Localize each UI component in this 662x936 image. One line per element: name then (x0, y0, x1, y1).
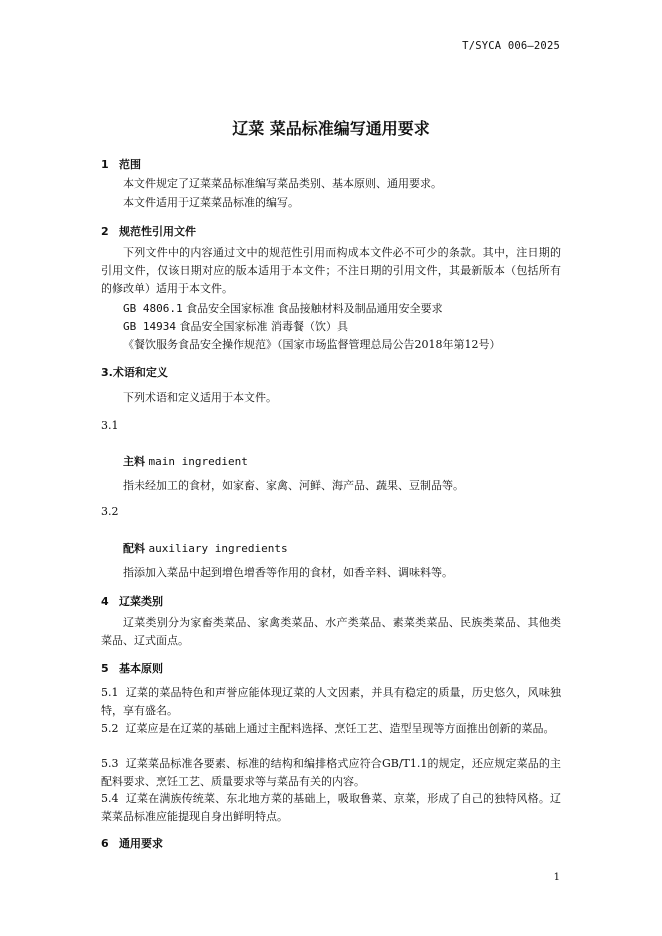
section-title: 规范性引用文件 (119, 225, 196, 238)
document-code: T/SYCA 006—2025 (462, 40, 560, 52)
sec4-paragraph: 辽菜类别分为家畜类菜品、家禽类菜品、水产类菜品、素菜类菜品、民族类菜品、其他类菜品、辽式面点。 (101, 616, 561, 647)
clause-5-1 (101, 684, 561, 720)
section-title: 基本原则 (119, 662, 163, 675)
term-english: main ingredient (148, 455, 248, 468)
clause-5-4 (101, 790, 561, 826)
sec2-intro-paragraph: 下列文件中的内容通过文中的规范性引用而构成本文件必不可少的条款。其中，注日期的引用文件，仅该日期对应的版本适用于本文件；不注日期的引用文件，其最新版本（包括所有的修改单）适用于本文件。 (101, 246, 561, 295)
section-number: 2 (101, 225, 109, 238)
clause-5-2 (101, 720, 561, 738)
section-1-heading (101, 156, 141, 172)
section-3-heading: 3.术语和定义 (101, 366, 168, 379)
term-chinese: 配料 (123, 542, 145, 555)
section-title: 辽菜类别 (119, 595, 163, 608)
term-3-2-definition: 指添加入菜品中起到增色增香等作用的食材，如香辛料、调味料等。 (123, 566, 453, 579)
normative-reference-3: 《餐饮服务食品安全操作规范》（国家市场监督管理总局公告2018年第12号） (123, 338, 501, 351)
term-3-1-definition: 指未经加工的食材，如家畜、家禽、河鲜、海产品、蔬果、豆制品等。 (123, 479, 464, 492)
normative-reference-1 (123, 300, 561, 318)
clause-text: 辽菜应是在辽菜的基础上通过主配料选择、烹饪工艺、造型呈现等方面推出创新的菜品。 (125, 722, 555, 735)
clause-number: 5.2 (101, 722, 119, 735)
term-english: auxiliary ingredients (148, 542, 288, 555)
sec3-intro-paragraph: 下列术语和定义适用于本文件。 (123, 391, 277, 404)
clause-text: 辽菜在满族传统菜、东北地方菜的基础上，吸取鲁菜、京菜，形成了自己的独特风格。辽菜菜品标准应能提现自身出鲜明特点。 (101, 792, 562, 823)
section-2-heading (101, 223, 196, 239)
page-number: 1 (553, 872, 560, 883)
section-number: 4 (101, 595, 109, 608)
clause-text: 辽菜菜品标准各要素、标准的结构和编排格式应符合GB/T1.1的规定，还应规定菜品的主配料要求、烹饪工艺、质量要求等与菜品有关的内容。 (101, 757, 562, 788)
section-number: 1 (101, 158, 109, 171)
section-number: 6 (101, 837, 109, 850)
term-3-2-number: 3.2 (101, 505, 119, 518)
reference-title: 食品安全国家标准 消毒餐（饮）具 (179, 320, 348, 333)
reference-code: GB 4806.1 (123, 302, 183, 315)
clause-number: 5.1 (101, 686, 119, 699)
clause-text: 辽菜的菜品特色和声誉应能体现辽菜的人文因素，并具有稳定的质量，历史悠久，风味独特，享有盛名。 (101, 686, 562, 717)
term-3-2 (123, 540, 288, 556)
section-title: 范围 (119, 158, 141, 171)
clause-number: 5.4 (101, 792, 119, 805)
section-title: 通用要求 (119, 837, 163, 850)
section-4-heading (101, 593, 163, 609)
term-3-1-number: 3.1 (101, 419, 119, 432)
clause-5-3 (101, 755, 561, 791)
sec1-paragraph-2: 本文件适用于辽菜菜品标准的编写。 (123, 196, 299, 209)
section-6-heading (101, 835, 163, 851)
document-title: 辽菜 菜品标准编写通用要求 (232, 119, 430, 138)
reference-code: GB 14934 (123, 320, 176, 333)
term-3-1 (123, 453, 248, 469)
reference-title: 食品安全国家标准 食品接触材料及制品通用安全要求 (186, 302, 443, 315)
clause-number: 5.3 (101, 757, 119, 770)
section-number: 5 (101, 662, 109, 675)
section-5-heading (101, 660, 163, 676)
sec1-paragraph-1: 本文件规定了辽菜菜品标准编写菜品类别、基本原则、通用要求。 (123, 177, 442, 190)
term-chinese: 主料 (123, 455, 145, 468)
normative-reference-2 (123, 318, 561, 336)
